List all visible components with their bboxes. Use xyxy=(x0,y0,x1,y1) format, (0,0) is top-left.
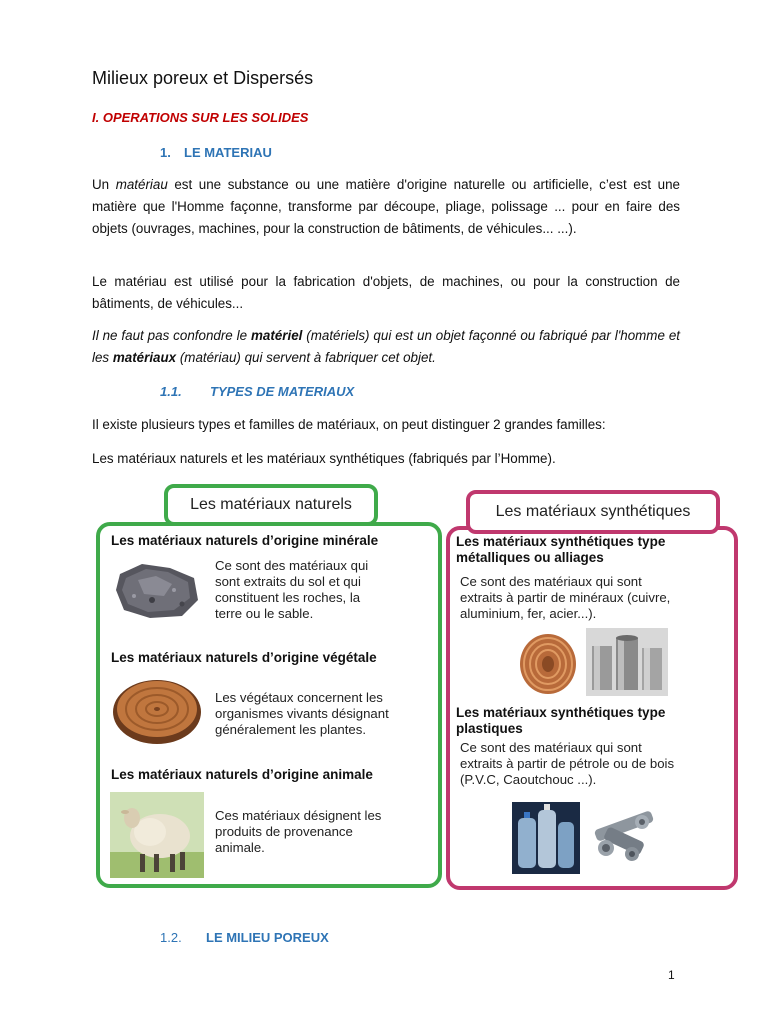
document-title: Milieux poreux et Dispersés xyxy=(92,68,314,88)
paragraph-two-families: Les matériaux naturels et les matériaux synthétiques (fabriqués par l’Homme). xyxy=(92,451,556,466)
section-heading: I. OPERATIONS SUR LES SOLIDES xyxy=(92,110,309,125)
animal-heading: Les matériaux naturels d’origine animale xyxy=(111,767,373,782)
sheep-image xyxy=(110,792,204,878)
plastic-heading: Les matériaux synthétiques type plastiques xyxy=(456,705,666,736)
vegetal-heading: Les matériaux naturels d’origine végétale xyxy=(111,650,377,665)
metal-cans-image xyxy=(586,628,668,696)
rock-image xyxy=(112,560,202,622)
subheading-materiau: 1. LE MATERIAU xyxy=(160,145,272,160)
synthetic-materials-tag: Les matériaux synthétiques xyxy=(466,490,720,534)
metal-heading: Les matériaux synthétiques type métalliques ou alliages xyxy=(456,534,666,565)
mineral-heading: Les matériaux naturels d’origine minérale xyxy=(111,533,379,548)
metal-description: Ce sont des matériaux qui sont extraits à partir de minéraux (cuivre, aluminium, fer, acier...). xyxy=(460,574,671,621)
paragraph-definition: Un matériau est une substance ou une matière d'origine naturelle ou artificielle, c’est est une matière que l'Homme façonne, transforme par découpe, pliage, polissage ... pour en faire des objets (ouvrages, machines, pour la construction de bâtiments, de véhicules... ...). xyxy=(92,177,680,236)
pvc-pipes-image xyxy=(584,800,664,870)
plastic-description: Ce sont des matériaux qui sont extraits à partir de pétrole ou de bois (P.V.C, Caoutchouc ...). xyxy=(460,740,675,787)
page-number: 1 xyxy=(668,968,675,982)
paragraph-materiel-vs-materiaux: Il ne faut pas confondre le matériel (matériels) qui est un objet façonné ou fabriqué par l'homme et les matériaux (matériau) qui servent à fabriquer cet objet. xyxy=(92,328,680,365)
vegetal-description: Les végétaux concernent les organismes vivants désignant généralement les plantes. xyxy=(215,690,389,737)
natural-materials-tag: Les matériaux naturels xyxy=(164,484,378,526)
mineral-description: Ce sont des matériaux qui sont extraits du sol et qui constituent les roches, la terre ou le sable. xyxy=(215,558,369,621)
paragraph-families: Il existe plusieurs types et familles de matériaux, on peut distinguer 2 grandes familles: xyxy=(92,417,606,432)
plastic-bottles-image xyxy=(512,802,580,874)
subheading-types: 1.1. TYPES DE MATERIAUX xyxy=(160,384,355,399)
wood-log-image xyxy=(110,672,204,746)
paragraph-usage: Le matériau est utilisé pour la fabrication d'objets, de machines, ou pour la construction de bâtiments, de véhicules... xyxy=(92,274,680,311)
subheading-milieu-poreux: 1.2. LE MILIEU POREUX xyxy=(160,930,329,945)
animal-description: Ces matériaux désignent les produits de provenance animale. xyxy=(215,808,382,855)
copper-wire-image xyxy=(516,628,580,696)
